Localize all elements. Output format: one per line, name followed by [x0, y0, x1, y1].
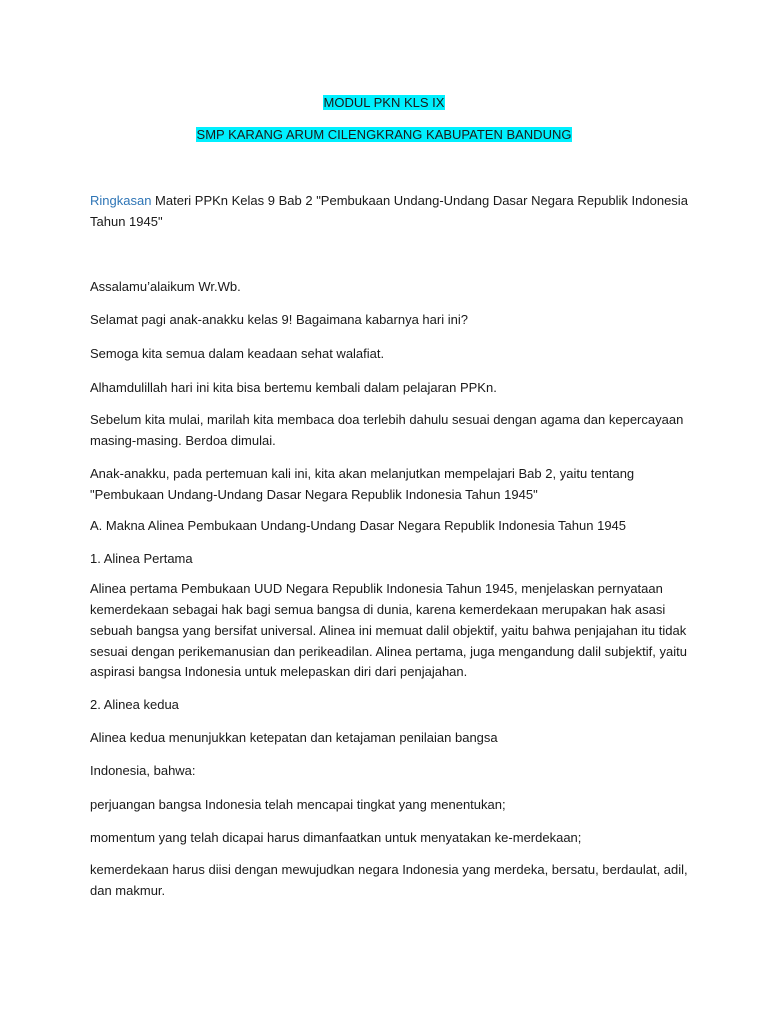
alinea-1-line-2: kemerdekaan sebagai hak bagi semua bangsa di dunia, karena kemerdekaan merupakan hak asasi [90, 602, 666, 617]
alinea-1-line-5: aspirasi bangsa Indonesia untuk melepaskan diri dari penjajahan. [90, 664, 468, 679]
alinea-2-line-5: kemerdekaan harus diisi dengan mewujudkan negara Indonesia yang merdeka, bersatu, berdaulat, adil, [90, 862, 688, 877]
alinea-1-line-1: Alinea pertama Pembukaan UUD Negara Republik Indonesia Tahun 1945, menjelaskan pernyataan [90, 581, 663, 596]
school-title [0, 127, 768, 143]
summary-line-2: Tahun 1945" [90, 214, 163, 229]
paragraph-3: Alhamdulillah hari ini kita bisa bertemu kembali dalam pelajaran PPKn. [90, 380, 497, 395]
alinea-2-line-6: dan makmur. [90, 883, 166, 898]
subheading-alinea-2: 2. Alinea kedua [90, 697, 179, 712]
alinea-2-line-1: Alinea kedua menunjukkan ketepatan dan ketajaman penilaian bangsa [90, 730, 498, 745]
alinea-1-line-3: sebuah bangsa yang bersifat universal. Alinea ini memuat dalil objektif, yaitu bahwa penjajahan itu tidak [90, 623, 687, 638]
greeting: Assalamu’alaikum Wr.Wb. [90, 279, 241, 294]
paragraph-1: Selamat pagi anak-anakku kelas 9! Bagaimana kabarnya hari ini? [90, 312, 468, 327]
subheading-alinea-1: 1. Alinea Pertama [90, 551, 193, 566]
alinea-1-line-4: sesuai dengan perikemanusian dan perikeadilan. Alinea pertama, juga mengandung dalil subjektif, yaitu [90, 644, 687, 659]
summary-line-1 [90, 190, 690, 211]
alinea-2-line-4: momentum yang telah dicapai harus dimanfaatkan untuk menyatakan ke-merdekaan; [90, 830, 582, 845]
summary-label: Ringkasan [90, 193, 152, 208]
section-a-heading: A. Makna Alinea Pembukaan Undang-Undang Dasar Negara Republik Indonesia Tahun 1945 [90, 518, 627, 533]
summary-text: Materi PPKn Kelas 9 Bab 2 "Pembukaan Undang-Undang Dasar Negara Republik Indonesia [151, 193, 688, 208]
module-title-text: MODUL PKN KLS IX [323, 95, 445, 110]
paragraph-5-line-2: "Pembukaan Undang-Undang Dasar Negara Republik Indonesia Tahun 1945" [90, 487, 538, 502]
alinea-2-line-2: Indonesia, bahwa: [90, 763, 196, 778]
paragraph-5-line-1: Anak-anakku, pada pertemuan kali ini, kita akan melanjutkan mempelajari Bab 2, yaitu tentang [90, 466, 635, 481]
school-title-text: SMP KARANG ARUM CILENGKRANG KABUPATEN BANDUNG [196, 127, 572, 142]
alinea-2-line-3: perjuangan bangsa Indonesia telah mencapai tingkat yang menentukan; [90, 797, 506, 812]
paragraph-4-line-2: masing-masing. Berdoa dimulai. [90, 433, 276, 448]
paragraph-4-line-1: Sebelum kita mulai, marilah kita membaca doa terlebih dahulu sesuai dengan agama dan kepercayaan [90, 412, 684, 427]
module-title [0, 95, 768, 111]
paragraph-2: Semoga kita semua dalam keadaan sehat walafiat. [90, 346, 385, 361]
